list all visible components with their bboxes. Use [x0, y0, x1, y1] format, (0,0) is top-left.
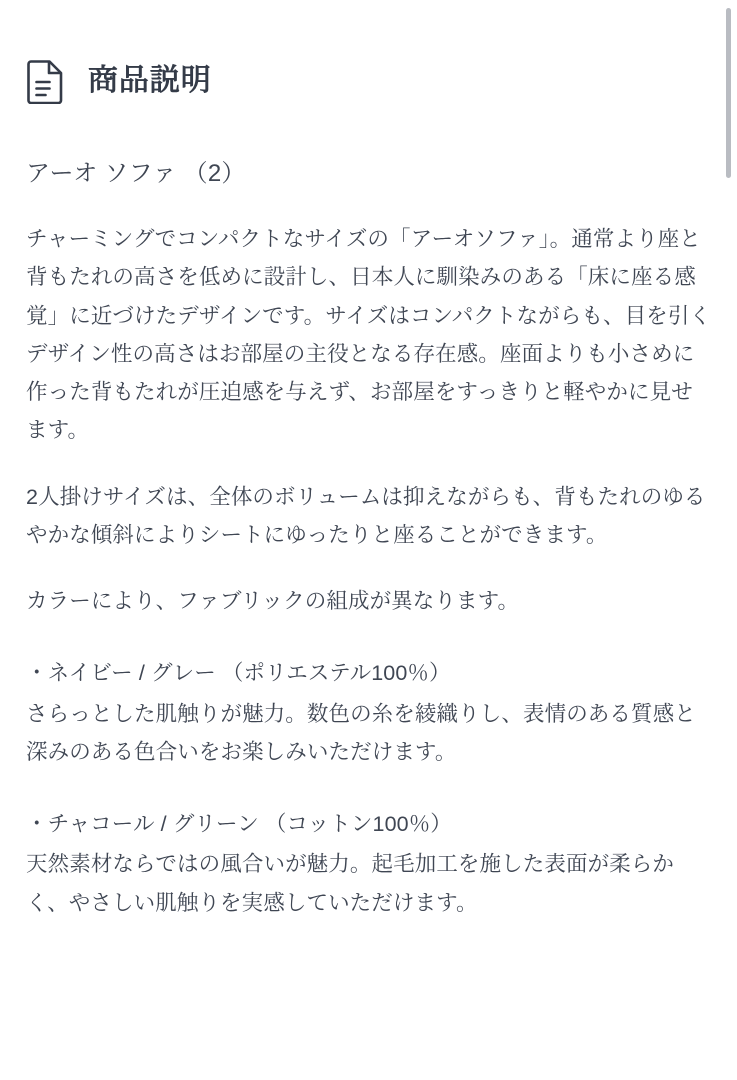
description-paragraph-3: カラーにより、ファブリックの組成が異なります。 [26, 589, 520, 614]
variant-description-1: さらっとした肌触りが魅力。数色の糸を綾織りし、表情のある質感と深みのある色合いをお楽しみいただけます。 [26, 701, 696, 764]
product-name: アーオ ソファ （2） [26, 160, 246, 187]
section-header [26, 0, 711, 114]
page-title: 商品説明 [88, 64, 212, 97]
variant-description-2: 天然素材ならではの風合いが魅力。起毛加工を施した表面が柔らかく、やさしい肌触りを実感していただけます。 [26, 852, 675, 915]
document-icon [26, 58, 66, 104]
variant-label-2: ・チャコール / グリーン （コットン100％） [26, 812, 452, 837]
variant-label-1: ・ネイビー / グレー （ポリエステル100％） [26, 661, 451, 686]
scrollbar-thumb[interactable] [726, 8, 731, 178]
description-paragraph-2: 2人掛けサイズは、全体のボリュームは抑えながらも、背もたれのゆるやかな傾斜によりシートにゆったりと座ることができます。 [26, 484, 706, 547]
description-paragraph-1: チャーミングでコンパクトなサイズの「アーオソファ」。通常より座と背もたれの高さを低めに設計し、日本人に馴染みのある「床に座る感覚」に近づけたデザインです。サイズはコンパクトながらも、目を引くデザイン性の高さはお部屋の主役となる存在感。座面よりも小さめに作った背もたれが圧迫感を与えず、お部屋をすっきりと軽やかに見せます。 [26, 227, 711, 443]
